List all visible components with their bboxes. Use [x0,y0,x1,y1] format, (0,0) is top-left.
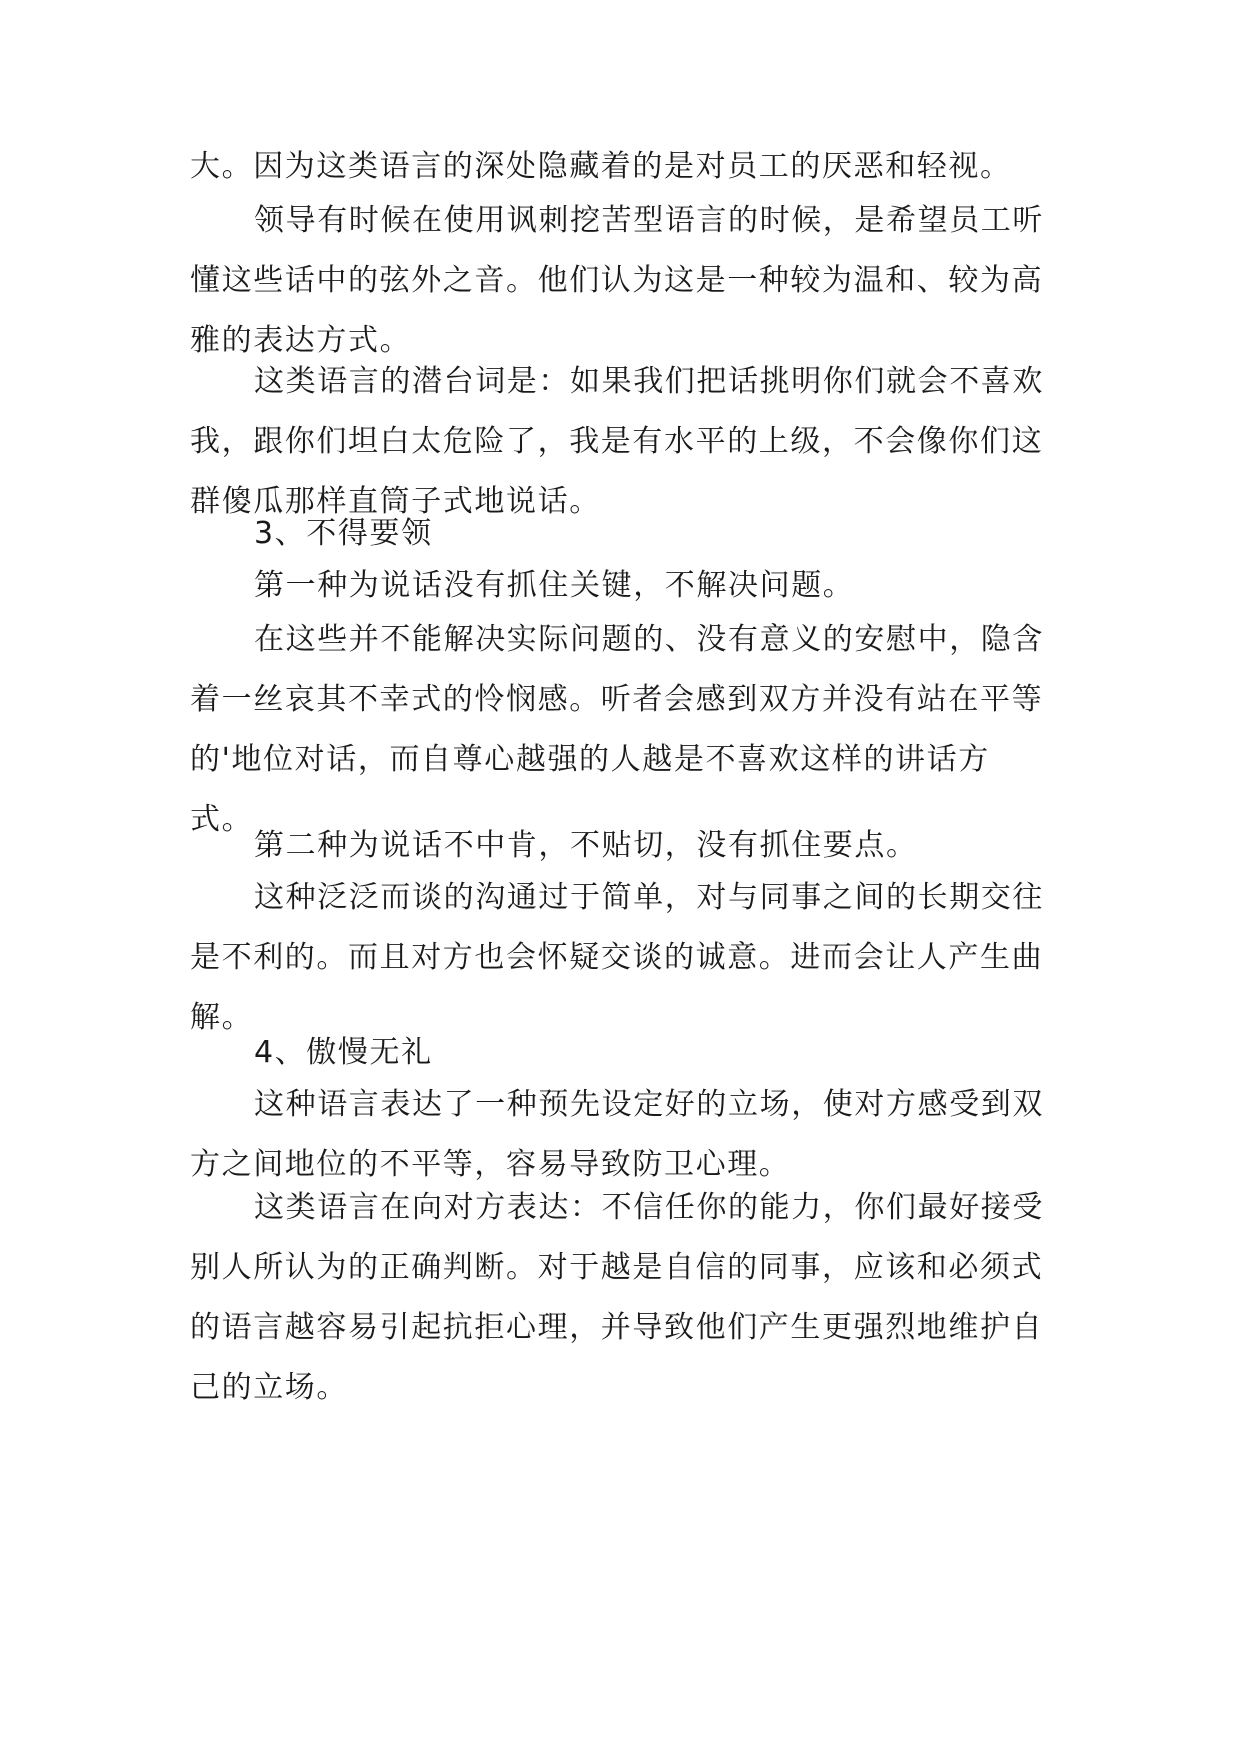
paragraph-comfort: 在这些并不能解决实际问题的、没有意义的安慰中，隐含着一丝哀其不幸式的怜悯感。听者会感到双方并没有站在平等的'地位对话，而自尊心越强的人越是不喜欢这样的讲话方式。 [190,622,1044,837]
section-heading-3: 3、不得要领 [254,516,433,551]
paragraph-subtext: 这类语言的潜台词是：如果我们把话挑明你们就会不喜欢我，跟你们坦白太危险了，我是有水平的上级，不会像你们这群傻瓜那样直筒子式地说话。 [190,364,1044,519]
paragraph-distrust: 这类语言在向对方表达：不信任你的能力，你们最好接受别人所认为的正确判断。对于越是自信的同事，应该和必须式的语言越容易引起抗拒心理，并导致他们产生更强烈地维护自己的立场。 [190,1190,1044,1405]
paragraph-preset-stance: 这种语言表达了一种预先设定好的立场，使对方感受到双方之间地位的不平等，容易导致防卫心理。 [190,1087,1044,1182]
paragraph-superficial: 这种泛泛而谈的沟通过于简单，对与同事之间的长期交往是不利的。而且对方也会怀疑交谈的诚意。进而会让人产生曲解。 [190,880,1044,1035]
section-heading-4: 4、傲慢无礼 [254,1035,433,1070]
paragraph-first-type: 第一种为说话没有抓住关键，不解决问题。 [254,568,855,603]
paragraph-continuation: 大。因为这类语言的深处隐藏着的是对员工的厌恶和轻视。 [190,149,1012,184]
paragraph-second-type: 第二种为说话不中肯，不贴切，没有抓住要点。 [254,828,918,863]
paragraph-sarcasm-intent: 领导有时候在使用讽刺挖苦型语言的时候，是希望员工听懂这些话中的弦外之音。他们认为这是一种较为温和、较为高雅的表达方式。 [190,203,1044,358]
